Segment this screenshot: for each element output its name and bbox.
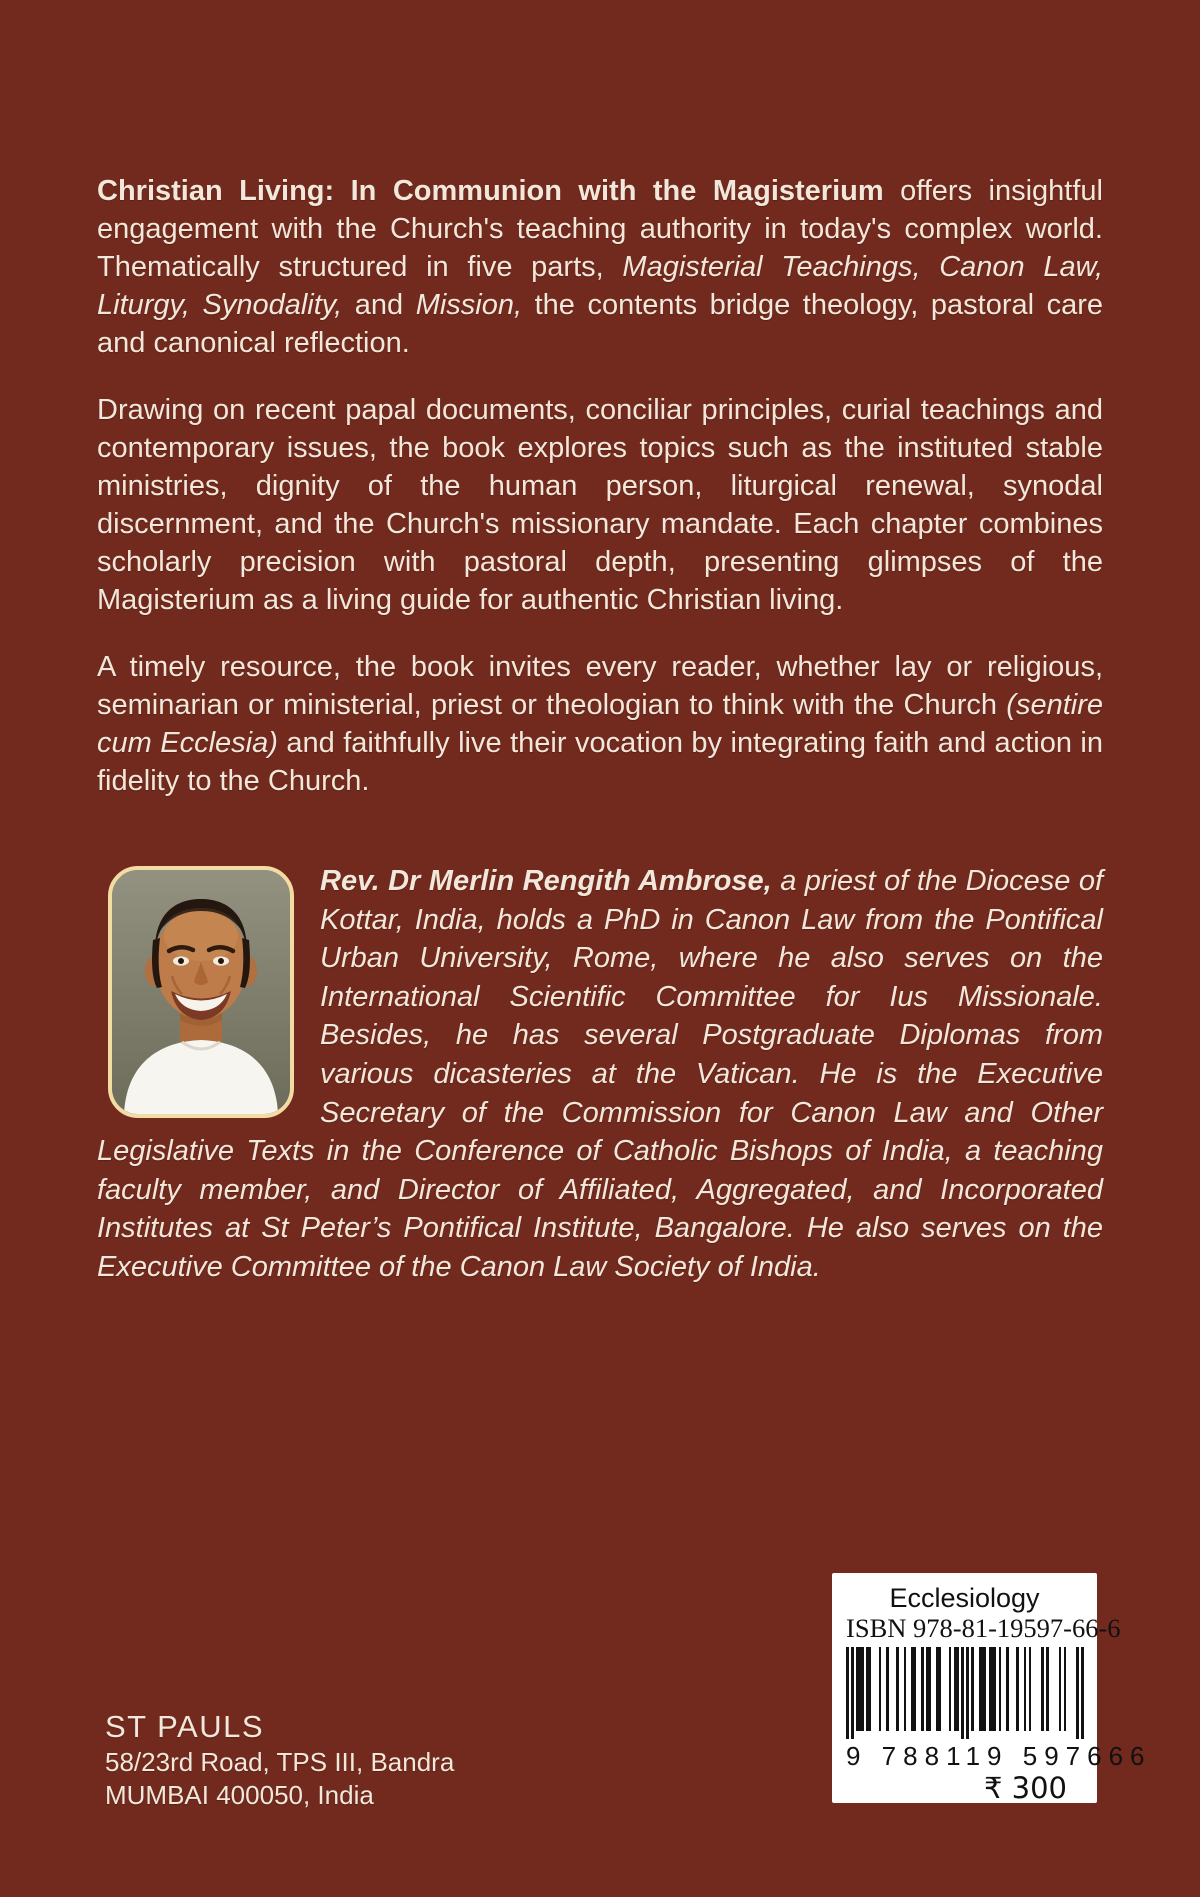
author-bio-section — [97, 862, 1103, 1287]
synopsis-paragraph-2: Drawing on recent papal documents, conciliar principles, curial teachings and contemporary issues, the book explores topics such as the instituted stable ministries, dignity of the human person, liturgical renewal, synodal discernment, and the Church's missionary mandate. Each chapter combines scholarly precision with pastoral depth, presenting glimpses of the Magisterium as a living guide for authentic Christian living. — [97, 394, 1103, 616]
isbn-barcode-panel — [832, 1573, 1152, 1805]
author-portrait-illustration — [112, 870, 290, 1114]
barcode-bars — [846, 1647, 1083, 1739]
category-label: Ecclesiology — [889, 1583, 1040, 1613]
isbn-text: ISBN 978-81-19597-66-6 — [846, 1613, 1121, 1643]
barcode-digits: 9 788119 597666 — [846, 1741, 1152, 1771]
synopsis-paragraph-3: A timely resource, the book invites every reader, whether lay or religious, seminarian or ministerial, priest or theologian to think with the Church (sentire cum Ecclesia) and faithfully live their vocation by integrating faith and action in fidelity to the Church. — [97, 651, 1103, 797]
author-photo — [108, 866, 294, 1118]
publisher-address-line-2: MUMBAI 400050, India — [105, 1780, 374, 1810]
cover-text-column — [97, 0, 1103, 1287]
synopsis-paragraph-1: Christian Living: In Communion with the Magisterium offers insightful engagement with the Church's teaching authority in today's complex world. Thematically structured in five parts, Magisterial Teachings, Canon Law, Liturgy, Synodality, and Mission, the contents bridge theology, pastoral care and canonical reflection. — [97, 175, 1104, 359]
publisher-name: ST PAULS — [105, 1709, 265, 1744]
publisher-block — [105, 1708, 454, 1812]
synopsis-section — [97, 172, 1103, 800]
author-bio-paragraph: Rev. Dr Merlin Rengith Ambrose, a priest of the Diocese of Kottar, India, holds a PhD in Canon Law from the Pontifical Urban University, Rome, where he also serves on the International Scientific Committee for Ius Missionale. Besides, he has several Postgraduate Diplomas from various dicasteries at the Vatican. He is the Executive Secretary of the Commission for Canon Law and Other Legislative Texts in the Conference of Catholic Bishops of India, a teaching faculty member, and Director of Affiliated, Aggregated, and Incorporated Institutes at St Peter’s Pontifical Institute, Bangalore. He also serves on the Executive Committee of the Canon Law Society of India. — [97, 865, 1104, 1283]
publisher-address-line-1: 58/23rd Road, TPS III, Bandra — [105, 1747, 455, 1777]
price-label: ₹ 300 — [983, 1771, 1067, 1805]
